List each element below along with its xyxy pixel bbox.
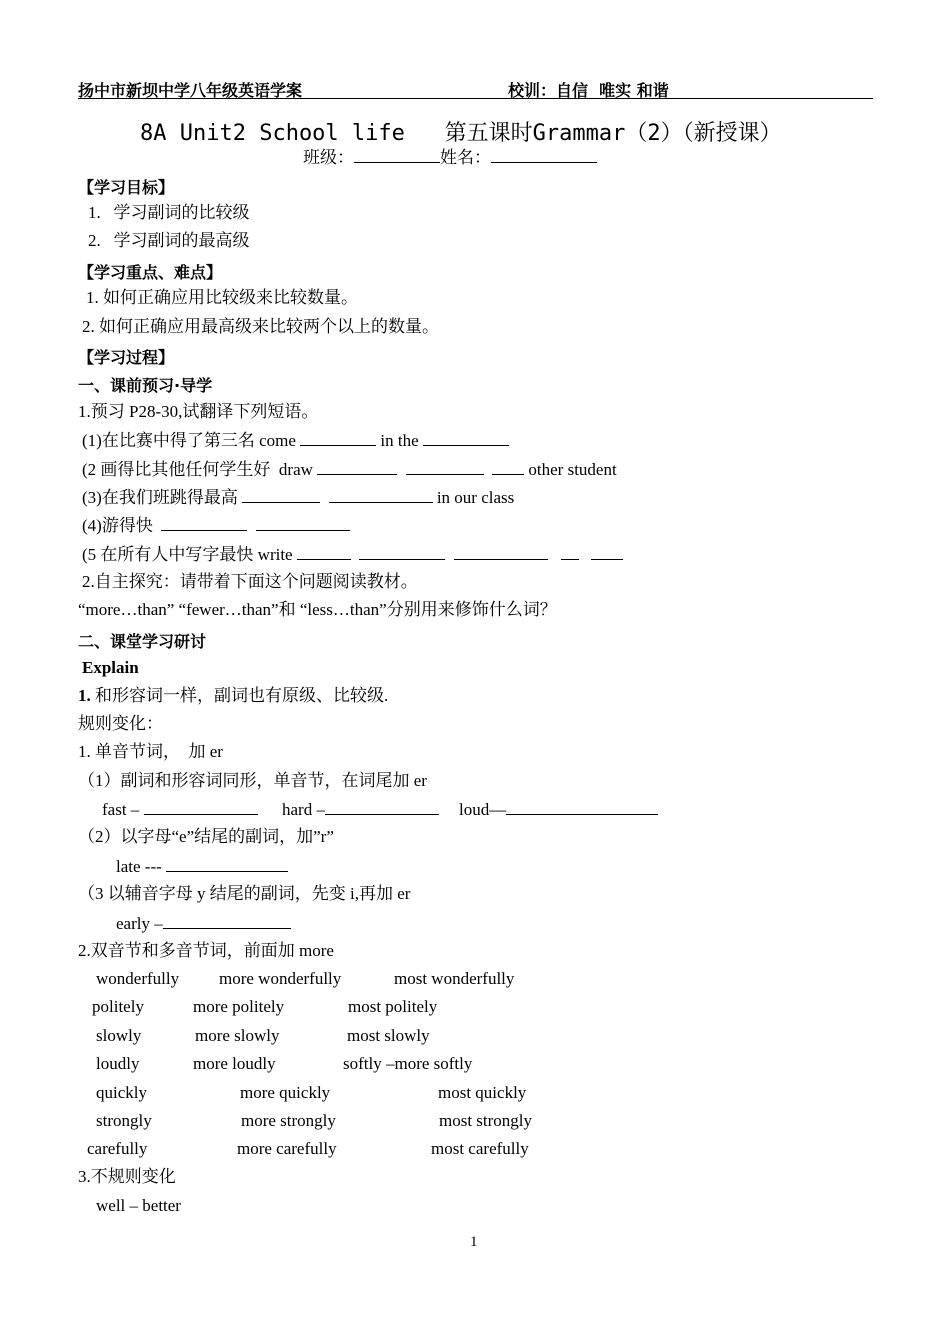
- class-blank[interactable]: [354, 147, 440, 163]
- rule-3: 3.不规则变化: [78, 1167, 176, 1186]
- answer-blank[interactable]: [317, 459, 397, 475]
- answer-blank[interactable]: [506, 799, 658, 815]
- word-superlative: most slowly: [347, 1026, 430, 1045]
- rules-label: 规则变化：: [78, 714, 163, 733]
- hard-line: hard –: [282, 799, 439, 820]
- answer-blank[interactable]: [166, 856, 288, 872]
- phrase-2: (2 画得比其他任何学生好 draw other student: [82, 460, 617, 479]
- loud-line: loud—: [459, 799, 658, 820]
- phrase-4: (4)游得快: [82, 515, 350, 536]
- key-points-heading: 【学习重点、难点】: [78, 263, 223, 282]
- name-label: 姓名：: [440, 148, 491, 167]
- key-point-item: 1. 如何正确应用比较级来比较数量。: [86, 288, 358, 307]
- phrase-3: (3)在我们班跳得最高 in our class: [82, 488, 515, 507]
- rule-1b: （2）以字母“e”结尾的副词，加”r”: [78, 827, 334, 846]
- objective-item: 1. 学习副词的比较级: [88, 203, 250, 222]
- early-line: early –: [116, 913, 291, 934]
- objectives-heading: 【学习目标】: [78, 178, 175, 197]
- word-base: loudly: [96, 1054, 140, 1073]
- header-rule: [78, 98, 873, 99]
- word-superlative: most politely: [348, 997, 438, 1016]
- answer-blank[interactable]: [454, 544, 548, 560]
- self-explore: 2.自主探究：请带着下面这个问题阅读教材。: [82, 572, 418, 591]
- answer-blank[interactable]: [492, 459, 524, 475]
- answer-blank[interactable]: [325, 799, 439, 815]
- well-line: well – better: [96, 1196, 181, 1215]
- page-title: 8A Unit2 School life 第五课时Grammar（2）（新授课）: [140, 121, 782, 146]
- word-superlative: most carefully: [431, 1139, 529, 1158]
- rule-1a: （1）副词和形容词同形，单音节，在词尾加 er: [78, 771, 427, 790]
- word-base: carefully: [87, 1139, 148, 1158]
- word-comparative: more carefully: [237, 1139, 337, 1158]
- word-comparative: more politely: [193, 997, 285, 1016]
- word-comparative: more slowly: [195, 1026, 280, 1045]
- word-base: wonderfully: [96, 969, 180, 988]
- answer-blank[interactable]: [406, 459, 484, 475]
- process-heading: 【学习过程】: [78, 348, 175, 367]
- word-base: quickly: [96, 1083, 147, 1102]
- answer-blank[interactable]: [561, 544, 579, 560]
- key-point-item: 2. 如何正确应用最高级来比较两个以上的数量。: [82, 317, 439, 336]
- word-comparative: more strongly: [241, 1111, 336, 1130]
- word-base: politely: [92, 997, 144, 1016]
- preview-heading: 一、课前预习·导学: [78, 376, 213, 395]
- answer-blank[interactable]: [329, 487, 433, 503]
- word-comparative: more quickly: [240, 1083, 331, 1102]
- answer-blank[interactable]: [423, 430, 509, 446]
- school-motto: 校训：自信 唯实 和谐: [508, 81, 669, 100]
- late-line: late ---: [116, 856, 288, 877]
- rule-1: 1. 单音节词， 加 er: [78, 742, 223, 761]
- explain-point-1: 1. 和形容词一样，副词也有原级、比较级.: [78, 686, 389, 705]
- phrase-1: (1)在比赛中得了第三名 come in the: [82, 430, 509, 451]
- classwork-heading: 二、课堂学习研讨: [78, 632, 207, 651]
- word-comparative: more loudly: [193, 1054, 276, 1073]
- word-superlative: most quickly: [438, 1083, 527, 1102]
- answer-blank[interactable]: [359, 544, 445, 560]
- answer-blank[interactable]: [163, 913, 291, 929]
- explain-heading: Explain: [82, 658, 139, 677]
- answer-blank[interactable]: [242, 487, 320, 503]
- word-comparative: more wonderfully: [219, 969, 342, 988]
- word-superlative: softly –more softly: [343, 1054, 473, 1073]
- word-superlative: most wonderfully: [394, 969, 515, 988]
- student-info-line: [303, 147, 597, 168]
- answer-blank[interactable]: [300, 430, 376, 446]
- word-base: slowly: [96, 1026, 142, 1045]
- word-base: strongly: [96, 1111, 152, 1130]
- answer-blank[interactable]: [591, 544, 623, 560]
- answer-blank[interactable]: [256, 515, 350, 531]
- answer-blank[interactable]: [297, 544, 351, 560]
- preview-intro: 1.预习 P28-30,试翻译下列短语。: [78, 402, 319, 421]
- class-label: 班级：: [303, 148, 354, 167]
- fast-line: fast –: [102, 799, 258, 820]
- objective-item: 2. 学习副词的最高级: [88, 231, 250, 250]
- answer-blank[interactable]: [161, 515, 247, 531]
- answer-blank[interactable]: [144, 799, 258, 815]
- rule-2: 2.双音节和多音节词，前面加 more: [78, 941, 334, 960]
- phrase-5: (5 在所有人中写字最快 write: [82, 544, 623, 565]
- page-number: 1: [470, 1234, 478, 1250]
- explore-question: “more…than” “fewer…than”和 “less…than”分别用来修饰什么词？: [78, 600, 557, 619]
- name-blank[interactable]: [491, 147, 597, 163]
- school-name: 扬中市新坝中学八年级英语学案: [78, 81, 303, 100]
- word-superlative: most strongly: [439, 1111, 533, 1130]
- rule-1c: （3 以辅音字母 y 结尾的副词，先变 i,再加 er: [78, 884, 411, 903]
